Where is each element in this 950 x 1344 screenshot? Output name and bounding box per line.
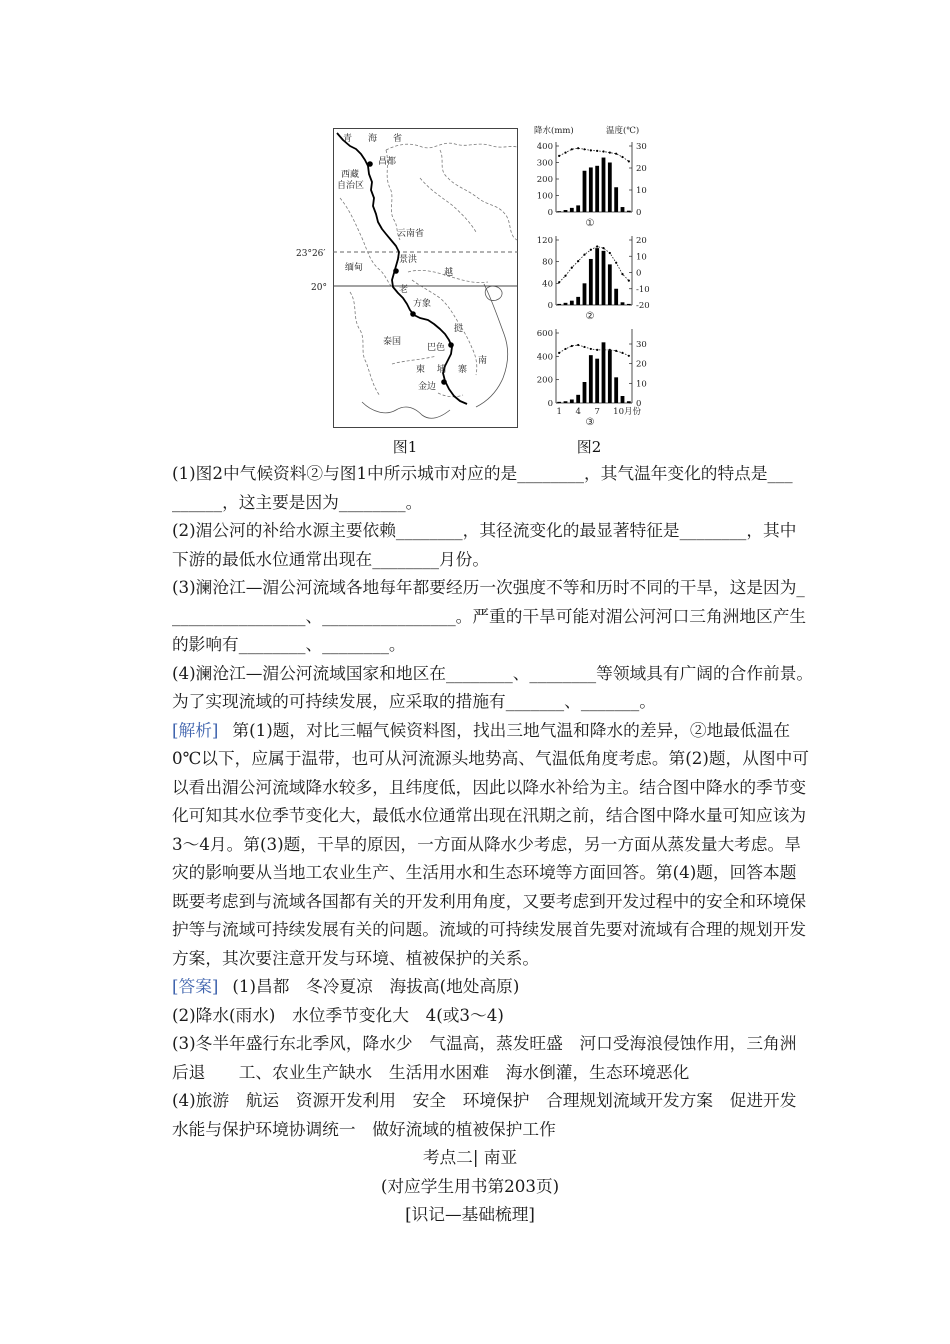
- city-dot-phnom-penh: [441, 379, 447, 385]
- temp-point-month-8: [602, 349, 604, 351]
- city-dot-pakse: [448, 342, 454, 348]
- precip-tick-label: 200: [536, 175, 553, 185]
- chart-number-label: ①: [585, 218, 595, 229]
- label-laos-2: 挝: [454, 324, 464, 334]
- temp-tick-label: 20: [636, 164, 647, 174]
- chart-number-label: ③: [585, 417, 595, 428]
- climate-chart-2: [537, 236, 650, 322]
- province-border: [386, 143, 517, 150]
- temp-point-month-8: [602, 150, 604, 152]
- label-vietnam-1: 越: [444, 268, 454, 278]
- temp-tick-label: 10: [636, 186, 647, 196]
- temp-tick-label: 10: [636, 252, 647, 263]
- section-title: 考点二| 南亚: [422, 1147, 518, 1167]
- question-line: ______，这主要是因为________。: [172, 491, 423, 512]
- question-line: (4)澜沧江—湄公河流域国家和地区在________、________等领域具有广阔的合作前景。: [172, 662, 814, 683]
- precip-bar-month-6: [589, 355, 593, 403]
- precip-bar-month-7: [595, 166, 599, 212]
- temp-point-month-5: [583, 346, 585, 348]
- analysis-line: 护等与流域可持续发展有关的问题。流域的可持续发展首先要对流域有合理的规划开发: [172, 919, 807, 939]
- country-border: [392, 356, 436, 364]
- temp-point-month-1: [558, 352, 560, 354]
- figure-1-map: [296, 129, 518, 457]
- month-tick-label: 4: [575, 407, 581, 417]
- precip-bar-month-8: [602, 342, 606, 403]
- temp-point-month-5: [583, 148, 585, 150]
- temp-point-month-6: [590, 249, 592, 251]
- precip-bar-month-5: [583, 171, 587, 212]
- precip-bar-month-12: [627, 304, 631, 305]
- precip-bar-month-5: [583, 382, 587, 403]
- text-body: [172, 459, 832, 1229]
- precip-bar-month-10: [614, 377, 618, 403]
- analysis-line: 方案，其次要注意开发与环境、植被保护的关系。: [172, 947, 540, 968]
- precip-bar-month-1: [557, 402, 561, 403]
- precip-bar-month-5: [583, 283, 587, 305]
- section-reference: (对应学生用书第203页): [380, 1175, 560, 1196]
- label-cambodia: 柬埔寨: [416, 365, 480, 375]
- precip-bar-month-9: [608, 351, 612, 404]
- temp-point-month-3: [571, 345, 573, 347]
- precip-tick-label: 0: [547, 208, 553, 218]
- precip-bar-month-6: [589, 167, 593, 212]
- label-vietnam-2: 南: [478, 356, 488, 366]
- temp-point-month-7: [596, 150, 598, 152]
- precip-bar-month-2: [564, 303, 568, 305]
- precip-bar-month-1: [557, 304, 561, 305]
- precip-axis-title: 降水(mm): [534, 126, 574, 136]
- latitude-label-2326: 23°26′: [296, 249, 326, 259]
- temp-point-month-1: [558, 281, 560, 283]
- temp-point-month-11: [621, 156, 623, 158]
- label-xizang-2: 自治区: [337, 181, 365, 191]
- label-qinghai: 青海省: [343, 134, 419, 144]
- temp-point-month-7: [596, 349, 598, 351]
- answer-line: 后退 工、农业生产缺水 生活用水困难 海水倒灌，生态环境恶化: [172, 1061, 690, 1082]
- temp-point-month-2: [564, 275, 566, 277]
- answer-line: [172, 972, 832, 1001]
- temp-point-month-12: [628, 280, 630, 282]
- precip-bar-month-4: [576, 395, 580, 403]
- answer-label: [答案]: [172, 976, 219, 996]
- temp-tick-label: 0: [636, 208, 642, 218]
- analysis-text: 第(1)题，对比三幅气候资料图，找出三地气温和降水的差异，②地最低温在: [232, 719, 791, 740]
- temperature-line: [559, 148, 629, 161]
- precip-tick-label: 600: [536, 329, 553, 339]
- analysis-line: 0℃以下，应属于温带，也可从河流源头地势高、气温低角度考虑。第(2)题，从图中可: [172, 748, 809, 768]
- province-border: [440, 150, 517, 240]
- question-line: (3)澜沧江—湄公河流域各地每年都要经历一次强度不等和历时不同的干旱，这是因为_: [172, 577, 805, 597]
- answer-line: (2)降水(雨水) 水位季节变化大 4(或3～4): [172, 1004, 504, 1025]
- section-subtitle: [识记—基础梳理]: [405, 1204, 535, 1224]
- label-phnom-penh: 金边: [418, 382, 437, 392]
- precip-bar-month-12: [627, 211, 631, 212]
- coastline: [362, 402, 450, 418]
- precip-tick-label: 400: [536, 352, 553, 363]
- precip-bar-month-11: [621, 302, 625, 305]
- analysis-label: [解析]: [172, 719, 219, 740]
- month-tick-label: 7: [594, 407, 600, 417]
- precip-bar-month-4: [576, 297, 580, 305]
- city-dot-jinghong: [393, 268, 399, 274]
- temp-tick-label: 20: [636, 359, 647, 370]
- latitude-label-20: 20°: [311, 283, 327, 293]
- question-line: 为了实现流域的可持续发展，应采取的措施有_______、_______。: [172, 691, 656, 711]
- precip-tick-label: 0: [547, 301, 553, 311]
- precip-bar-month-3: [570, 208, 574, 212]
- temp-tick-label: 30: [636, 340, 647, 350]
- precip-bar-month-10: [614, 289, 618, 305]
- label-laos-1: 老: [399, 285, 409, 295]
- climate-chart-1: [537, 142, 647, 229]
- question-line: 的影响有________、________。: [172, 634, 406, 654]
- precip-bar-month-11: [621, 207, 625, 212]
- answer-line: (4)旅游 航运 资源开发利用 安全 环境保护 合理规划流域开发方案 促进开发: [172, 1090, 797, 1110]
- label-yunnan: 云南省: [397, 229, 425, 239]
- temp-axis-title: 温度(℃): [606, 126, 640, 136]
- temp-point-month-7: [596, 245, 598, 247]
- temperature-line: [559, 247, 629, 283]
- temp-point-month-3: [571, 267, 573, 269]
- precip-tick-label: 80: [542, 257, 553, 268]
- precip-tick-label: 400: [536, 142, 553, 152]
- temp-point-month-12: [628, 160, 630, 162]
- precip-bar-month-10: [614, 187, 618, 212]
- temp-point-month-8: [602, 247, 604, 249]
- month-tick-label: 10月份: [613, 407, 641, 417]
- temp-point-month-4: [577, 147, 579, 149]
- city-dot-vientiane: [410, 311, 416, 317]
- precip-bar-month-8: [602, 251, 606, 305]
- analysis-line: [172, 716, 832, 745]
- temp-point-month-3: [571, 148, 573, 150]
- chart-number-label: ②: [585, 311, 595, 322]
- temp-point-month-1: [558, 155, 560, 157]
- label-changdu: 昌都: [378, 157, 397, 167]
- precip-bar-month-2: [564, 401, 568, 403]
- question-line: ________________、________________。严重的干旱可能对湄公河河口三角洲地区产生: [172, 605, 807, 626]
- temp-point-month-9: [609, 152, 611, 154]
- precip-tick-label: 40: [542, 279, 553, 290]
- analysis-line: 既要考虑到与流域各国都有关的开发利用角度，又要考虑到开发过程中的安全和环境保: [172, 890, 807, 911]
- temp-point-month-11: [621, 352, 623, 354]
- temp-point-month-9: [609, 349, 611, 351]
- temp-tick-label: -10: [636, 284, 650, 295]
- answer-line: 水能与保护环境协调统一 做好流域的植被保护工作: [172, 1118, 556, 1139]
- temp-tick-label: 20: [636, 236, 647, 246]
- temp-point-month-10: [615, 262, 617, 264]
- temp-point-month-6: [590, 149, 592, 151]
- city-dot-changdu: [367, 161, 373, 167]
- climate-chart-3: [537, 329, 647, 428]
- answer-text: (1)昌都 冬冷夏凉 海拔高(地处高原): [232, 976, 520, 996]
- analysis-line: 以看出湄公河流域降水较多，且纬度低，因此以降水补给为主。结合图中降水的季节变: [172, 776, 807, 797]
- precip-tick-label: 300: [536, 158, 553, 169]
- precip-bar-month-3: [570, 301, 574, 305]
- precip-bar-month-9: [608, 264, 612, 305]
- temp-point-month-4: [577, 260, 579, 262]
- precip-bar-month-7: [595, 248, 599, 305]
- precip-bar-month-9: [608, 163, 612, 213]
- label-myanmar: 缅甸: [345, 263, 364, 273]
- precip-bar-month-2: [564, 210, 568, 212]
- province-border: [420, 178, 476, 232]
- temp-point-month-5: [583, 254, 585, 256]
- question-line: (2)湄公河的补给水源主要依赖________，其径流变化的最显著特征是________，其中: [172, 520, 797, 540]
- answer-line: (3)冬半年盛行东北季风，降水少 气温高，蒸发旺盛 河口受海浪侵蚀作用，三角洲: [172, 1033, 797, 1053]
- temp-point-month-9: [609, 252, 611, 254]
- precip-bar-month-11: [621, 396, 625, 403]
- question-line: (1)图2中气候资料②与图1中所示城市对应的是________，其气温年变化的特点是___: [172, 463, 793, 483]
- coastline: [476, 284, 508, 407]
- country-border: [412, 280, 480, 375]
- temp-point-month-6: [590, 348, 592, 350]
- analysis-line: 灾的影响要从当地工农业生产、生活用水和生态环境等方面回答。第(4)题，回答本题: [172, 862, 797, 882]
- temp-tick-label: -20: [636, 301, 650, 311]
- temp-point-month-11: [621, 273, 623, 275]
- temp-tick-label: 10: [636, 379, 647, 390]
- temp-point-month-4: [577, 344, 579, 346]
- precip-bar-month-1: [557, 211, 561, 212]
- analysis-line: 3～4月。第(3)题，干旱的原因，一方面从降水少考虑，另一方面从蒸发量大考虑。旱: [172, 833, 801, 854]
- label-thailand: 泰国: [383, 337, 402, 347]
- temp-tick-label: 0: [636, 268, 642, 279]
- temperature-line: [559, 345, 629, 356]
- analysis-line: 化可知其水位季节变化大，最低水位通常出现在汛期之前，结合图中降水量可知应该为: [172, 805, 807, 825]
- label-vientiane: 方象: [413, 299, 432, 309]
- temp-point-month-12: [628, 355, 630, 357]
- precip-bar-month-8: [602, 158, 606, 212]
- temp-point-month-2: [564, 152, 566, 154]
- precip-tick-label: 100: [536, 191, 553, 202]
- temp-point-month-10: [615, 153, 617, 155]
- figures: [0, 0, 950, 460]
- island: [485, 286, 502, 300]
- label-pakse: 巴色: [427, 343, 446, 353]
- precip-bar-month-3: [570, 400, 574, 404]
- temp-tick-label: 30: [636, 142, 647, 152]
- country-border: [438, 393, 463, 397]
- country-border: [340, 198, 392, 287]
- question-line: 下游的最低水位通常出现在________月份。: [172, 548, 490, 569]
- precip-tick-label: 0: [547, 399, 553, 409]
- precip-bar-month-6: [589, 259, 593, 305]
- precip-tick-label: 200: [536, 375, 553, 386]
- precip-tick-label: 120: [536, 236, 553, 246]
- temp-point-month-2: [564, 348, 566, 350]
- label-xizang-1: 西藏: [341, 170, 360, 180]
- figure-2-climate-charts: [534, 125, 650, 456]
- temp-tick-label: 0: [636, 399, 642, 409]
- month-tick-label: 1: [556, 407, 562, 417]
- precip-bar-month-4: [576, 205, 580, 212]
- temp-point-month-10: [615, 350, 617, 352]
- label-jinghong: 景洪: [399, 255, 418, 265]
- country-border: [350, 292, 380, 396]
- figure-2-caption: 图2: [576, 438, 602, 456]
- precip-bar-month-12: [627, 401, 631, 403]
- precip-bar-month-7: [595, 359, 599, 403]
- figure-1-caption: 图1: [392, 438, 418, 456]
